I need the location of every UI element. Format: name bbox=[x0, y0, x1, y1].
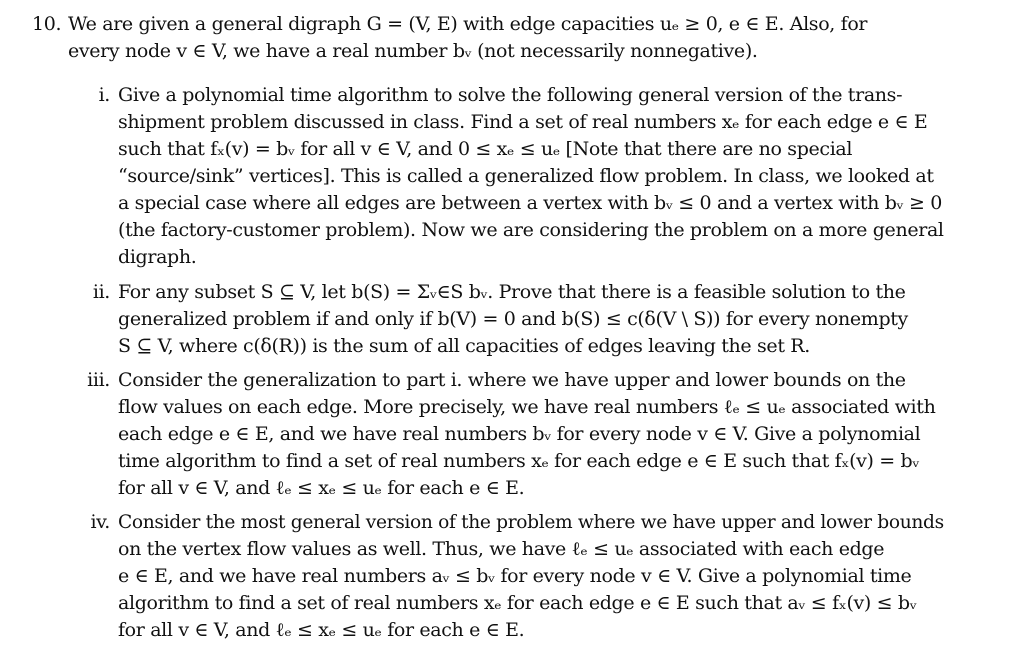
part-iii-line: flow values on each edge. More precisely, we have real numbers ℓₑ ≤ uₑ associated with bbox=[118, 396, 936, 418]
part-iii-line: each edge e ∈ E, and we have real numbers bᵥ for every node v ∈ V. Give a polynomial bbox=[118, 423, 921, 445]
part-iv-line: on the vertex flow values as well. Thus, we have ℓₑ ≤ uₑ associated with each edge bbox=[118, 538, 885, 560]
problem-number: 10. bbox=[32, 13, 62, 35]
part-ii-line: S ⊆ V, where c(δ(R)) is the sum of all capacities of edges leaving the set R. bbox=[118, 335, 810, 357]
part-i-line: Give a polynomial time algorithm to solve the following general version of the trans- bbox=[118, 84, 903, 106]
part-iii-label: iii. bbox=[87, 369, 110, 391]
part-iv-label: iv. bbox=[90, 511, 110, 533]
part-iii-line: time algorithm to find a set of real numbers xₑ for each edge e ∈ E such that fₓ(v) = bᵥ bbox=[118, 450, 920, 472]
part-i-line: a special case where all edges are between a vertex with bᵥ ≤ 0 and a vertex with bᵥ ≥ 0 bbox=[118, 192, 942, 214]
part-iv-line: e ∈ E, and we have real numbers aᵥ ≤ bᵥ for every node v ∈ V. Give a polynomial time bbox=[118, 565, 912, 587]
part-i-line: shipment problem discussed in class. Find a set of real numbers xₑ for each edge e ∈ E bbox=[118, 111, 928, 133]
part-i-line: “source/sink” vertices]. This is called a generalized flow problem. In class, we looked at bbox=[118, 165, 934, 187]
part-ii-line: generalized problem if and only if b(V) = 0 and b(S) ≤ c(δ(V \ S)) for every nonempty bbox=[118, 308, 908, 330]
part-iii-line: for all v ∈ V, and ℓₑ ≤ xₑ ≤ uₑ for each e ∈ E. bbox=[118, 477, 525, 499]
part-i-line: such that fₓ(v) = bᵥ for all v ∈ V, and 0 ≤ xₑ ≤ uₑ [Note that there are no special bbox=[118, 138, 853, 160]
intro-line-2: every node v ∈ V, we have a real number bᵥ (not necessarily nonnegative). bbox=[68, 40, 758, 62]
part-i-label: i. bbox=[98, 84, 110, 106]
part-i-line: (the factory-customer problem). Now we are considering the problem on a more general bbox=[118, 219, 944, 241]
intro-line-1: We are given a general digraph G = (V, E) with edge capacities uₑ ≥ 0, e ∈ E. Also, for bbox=[68, 13, 868, 35]
part-iv-line: Consider the most general version of the problem where we have upper and lower bounds bbox=[118, 511, 944, 533]
part-iv-line: algorithm to find a set of real numbers xₑ for each edge e ∈ E such that aᵥ ≤ fₓ(v) ≤ bᵥ bbox=[118, 592, 917, 614]
part-ii-line: For any subset S ⊆ V, let b(S) = Σᵥ∈S bᵥ. Prove that there is a feasible solution to the bbox=[118, 281, 906, 303]
part-i-line: digraph. bbox=[118, 246, 197, 268]
part-iii-line: Consider the generalization to part i. where we have upper and lower bounds on the bbox=[118, 369, 906, 391]
part-iv-line: for all v ∈ V, and ℓₑ ≤ xₑ ≤ uₑ for each e ∈ E. bbox=[118, 619, 525, 641]
part-ii-label: ii. bbox=[92, 281, 110, 303]
